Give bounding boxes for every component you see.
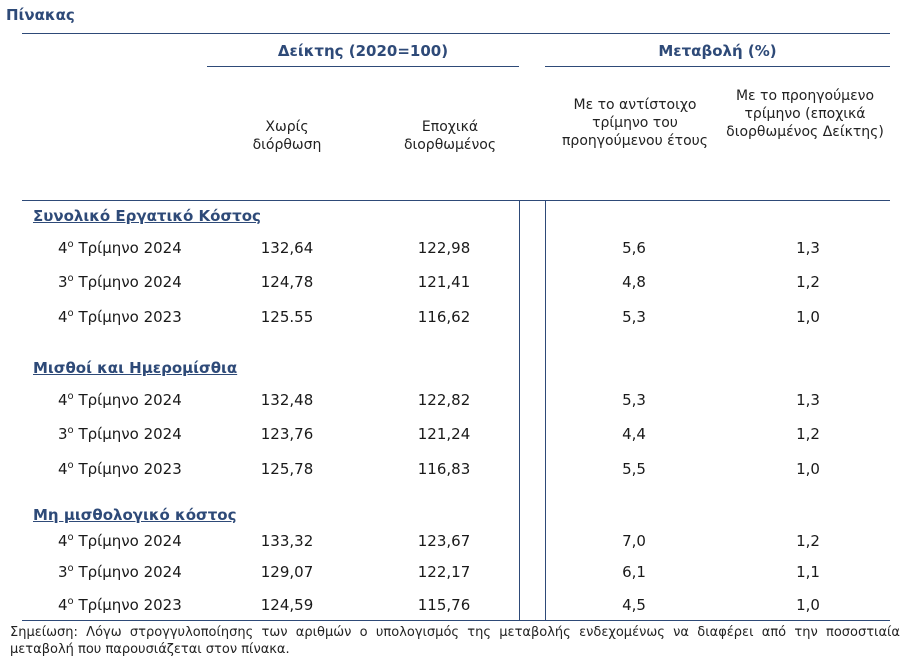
index-group-header: Δείκτης (2020=100) [277,42,449,60]
seasonal-value: 115,76 [417,596,471,614]
period-label: $4^o$ Τρίμηνο 2023 [58,308,182,326]
seasonal-value: 122,82 [417,391,471,409]
seasonal-value: 122,17 [417,563,471,581]
period-label: $4^o$ Τρίμηνο 2023 [58,460,182,478]
unadjusted-value: 124,78 [260,273,314,291]
header-bottom-rule [22,200,890,201]
page-title: Πίνακας [6,6,75,24]
column-separator-left [519,200,520,620]
table-bottom-rule [22,620,890,621]
qoq-change-value: 1,0 [796,596,820,614]
unadjusted-value: 123,76 [260,425,314,443]
seasonal-value: 121,24 [417,425,471,443]
col-header-unadjusted: Χωρίς διόρθωση [252,119,322,153]
qoq-change-value: 1,1 [796,563,820,581]
seasonal-value: 121,41 [417,273,471,291]
seasonal-value: 122,98 [417,239,471,257]
index-group-rule [207,66,519,67]
header-top-rule [22,33,890,34]
col-header-qoq: Με το προηγούμενο τρίμηνο (εποχικά διορθωμένος Δείκτης) [726,88,884,140]
section-title: Μισθοί και Ημερομίσθια [33,359,238,377]
unadjusted-value: 132,64 [260,239,314,257]
yoy-change-value: 4,8 [622,273,646,291]
period-label: $4^o$ Τρίμηνο 2024 [58,391,182,409]
unadjusted-value: 129,07 [260,563,314,581]
yoy-change-value: 5,6 [622,239,646,257]
change-group-rule [545,66,890,67]
unadjusted-value: 125.55 [260,308,314,326]
yoy-change-value: 7,0 [622,532,646,550]
unadjusted-value: 124,59 [260,596,314,614]
unadjusted-value: 133,32 [260,532,314,550]
col-header-seasonal: Εποχικά διορθωμένος [403,119,497,153]
seasonal-value: 116,83 [417,460,471,478]
period-label: $4^o$ Τρίμηνο 2024 [58,532,182,550]
section-title: Συνολικό Εργατικό Κόστος [33,207,261,225]
qoq-change-value: 1,2 [796,425,820,443]
period-label: $3^o$ Τρίμηνο 2024 [58,425,182,443]
period-label: $4^o$ Τρίμηνο 2024 [58,239,182,257]
period-label: $4^o$ Τρίμηνο 2023 [58,596,182,614]
period-label: $3^o$ Τρίμηνο 2024 [58,273,182,291]
yoy-change-value: 4,4 [622,425,646,443]
seasonal-value: 116,62 [417,308,471,326]
yoy-change-value: 4,5 [622,596,646,614]
yoy-change-value: 5,5 [622,460,646,478]
qoq-change-value: 1,0 [796,308,820,326]
yoy-change-value: 5,3 [622,308,646,326]
qoq-change-value: 1,2 [796,273,820,291]
col-header-yoy: Με το αντίστοιχο τρίμηνο του προηγούμενου έτους [562,97,708,149]
section-title: Μη μισθολογικό κόστος [33,506,237,524]
qoq-change-value: 1,0 [796,460,820,478]
yoy-change-value: 6,1 [622,563,646,581]
unadjusted-value: 132,48 [260,391,314,409]
change-group-header: Μεταβολή (%) [658,42,777,60]
qoq-change-value: 1,3 [796,391,820,409]
column-separator-right [545,200,546,620]
qoq-change-value: 1,3 [796,239,820,257]
period-label: $3^o$ Τρίμηνο 2024 [58,563,182,581]
yoy-change-value: 5,3 [622,391,646,409]
unadjusted-value: 125,78 [260,460,314,478]
footnote: Σημείωση: Λόγω στρογγυλοποίησης των αριθμών ο υπολογισμός της μεταβολής ενδεχομένως να διαφέρει από την ποσοστιαία μεταβολή που παρουσιάζεται στον πίνακα. [10,625,900,657]
seasonal-value: 123,67 [417,532,471,550]
qoq-change-value: 1,2 [796,532,820,550]
